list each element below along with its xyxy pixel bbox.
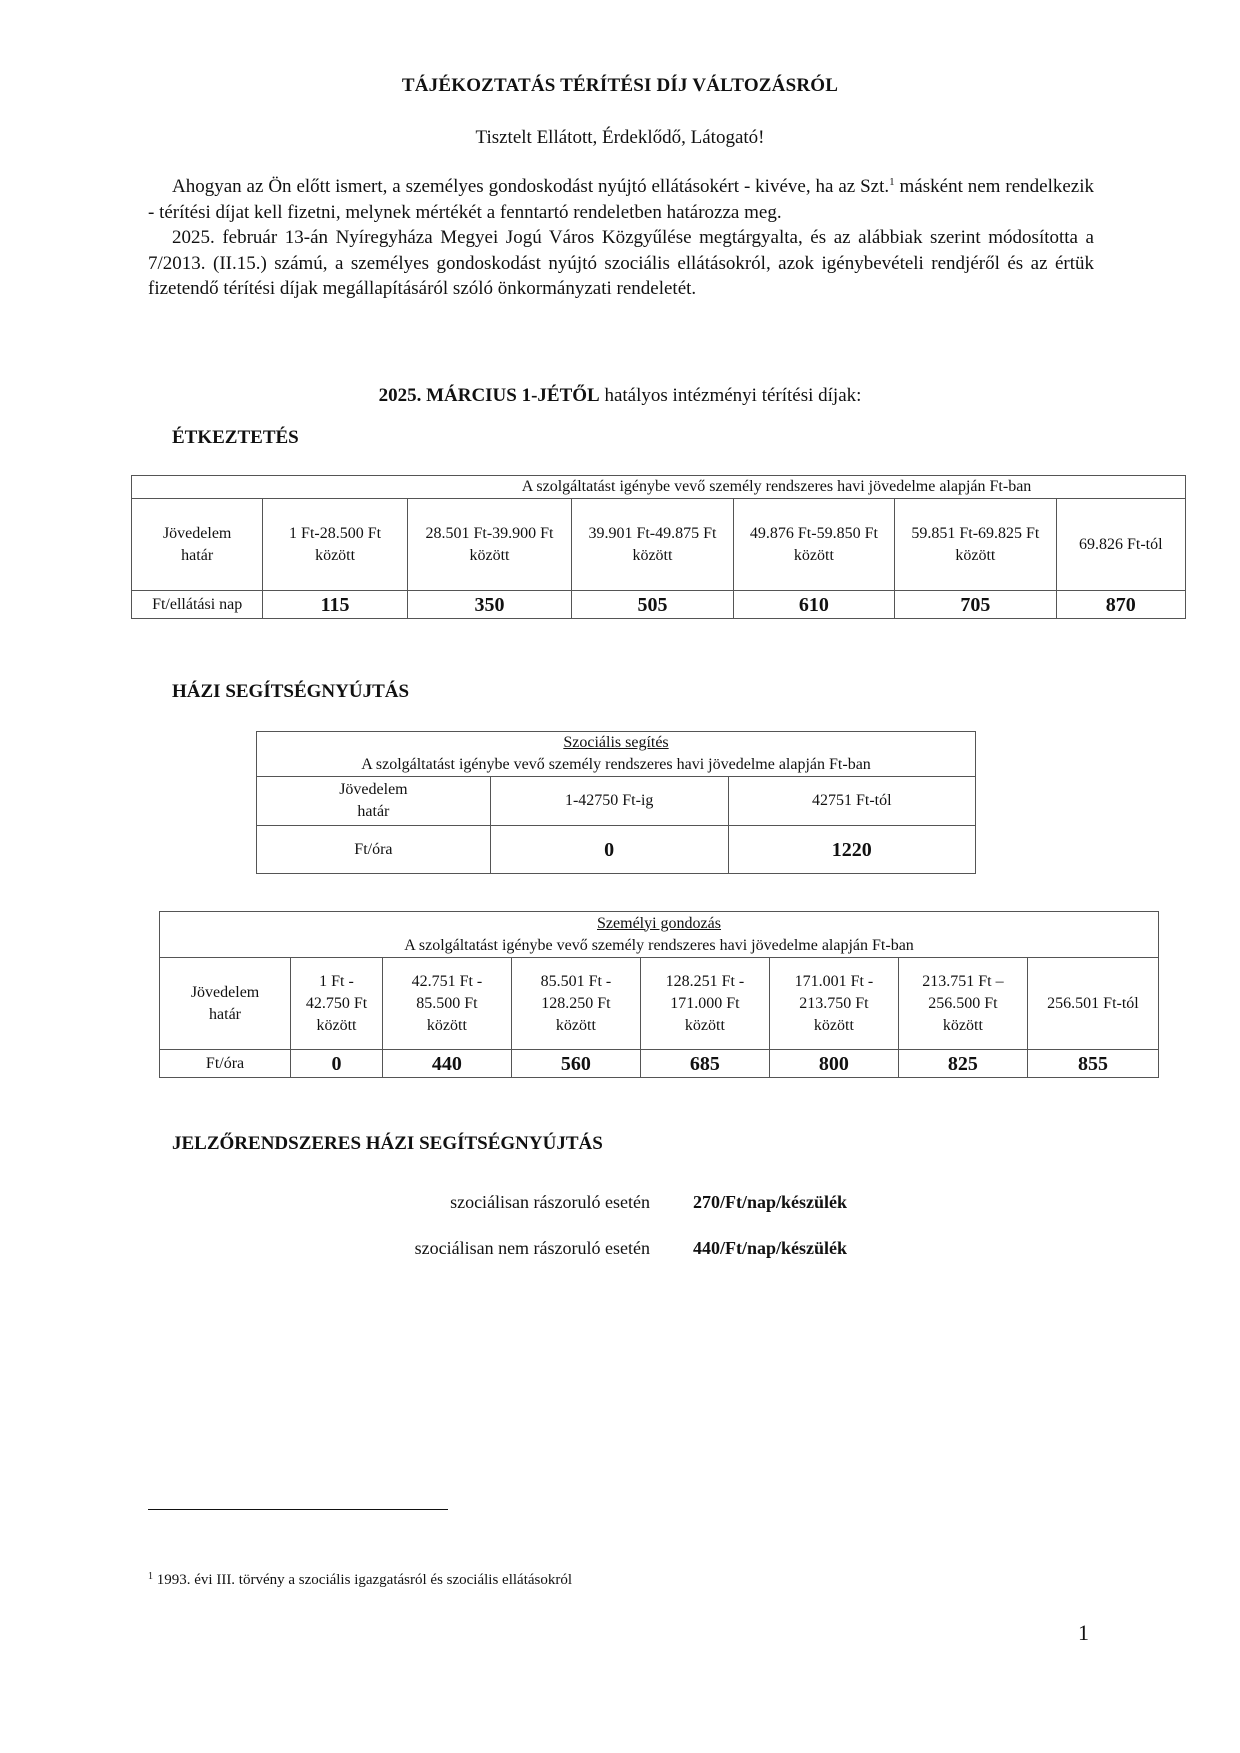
row-header-income-line2: határ [357, 803, 390, 820]
paragraph-1-text-a: Ahogyan az Ön előtt ismert, a személyes gondoskodást nyújtó ellátásokért - kivéve, ha az Szt. [172, 176, 890, 197]
szemelyi-caption: A szolgáltatást igénybe vevő személy rendszeres havi jövedelme alapján Ft-ban [404, 936, 914, 954]
szemelyi-caption-cell [160, 912, 1159, 958]
bracket-line1: 28.501 Ft-39.900 Ft [425, 524, 554, 542]
bracket-line2: között [315, 546, 356, 564]
fee-label: szociálisan rászoruló esetén [450, 1192, 650, 1212]
bracket-line2: 85.500 Ft [416, 994, 478, 1012]
bracket-line3: között [426, 1016, 467, 1034]
fee-value: 855 [1027, 1050, 1158, 1078]
income-bracket [511, 958, 640, 1050]
row-header-fee: Ft/óra [160, 1050, 291, 1078]
greeting: Tisztelt Ellátott, Érdeklődő, Látogató! [475, 127, 765, 148]
income-bracket [640, 958, 769, 1050]
bracket-line2: 171.000 Ft [670, 994, 740, 1012]
paragraph-2: 2025. február 13-án Nyíregyháza Megyei Jogú Város Közgyűlése megtárgyalta, és az alábbiak szerint módosította a 7/2013. (II.15.) számú, a személyes gondoskodást nyújtó szociális ellátásokról, azok igénybevételi rendjéről és az értük fizetendő térítési díjak megállapításáról szóló önkormányzati rendeletét. [148, 227, 1094, 299]
bracket-line1: 69.826 Ft-tól [1079, 535, 1163, 553]
bracket-line1: 42.751 Ft - [411, 972, 483, 990]
bracket-line1: 39.901 Ft-49.875 Ft [588, 524, 717, 542]
row-header-income [132, 499, 263, 591]
footnote [148, 1572, 572, 1589]
etkeztetes-caption: A szolgáltatást igénybe vevő személy rendszeres havi jövedelme alapján Ft-ban [132, 476, 1186, 499]
jelzorendszeres-fees [0, 1192, 1240, 1272]
section-heading-jelzorendszeres: JELZŐRENDSZERES HÁZI SEGÍTSÉGNYÚJTÁS [172, 1133, 603, 1154]
footnote-separator [148, 1509, 448, 1510]
szemelyi-subtitle: Személyi gondozás [597, 914, 721, 932]
fee-value: 505 [572, 591, 733, 619]
bracket-line3: között [316, 1016, 357, 1034]
szocialis-caption-cell [257, 732, 976, 777]
fee-value: 115 [263, 591, 407, 619]
row-header-income-line1: Jövedelem [339, 781, 408, 798]
bracket-line1: 128.251 Ft - [665, 972, 745, 990]
bracket-line2: 213.750 Ft [799, 994, 869, 1012]
income-bracket [263, 499, 407, 591]
income-bracket [291, 958, 383, 1050]
document-title: TÁJÉKOZTATÁS TÉRÍTÉSI DÍJ VÁLTOZÁSRÓL [401, 75, 839, 96]
section-heading-etkeztetes: ÉTKEZTETÉS [172, 427, 299, 448]
bracket-line3: között [942, 1016, 983, 1034]
fee-amount: 440/Ft/nap/készülék [693, 1238, 848, 1258]
income-bracket: 1-42750 Ft-ig [490, 777, 728, 826]
bracket-line2: között [632, 546, 673, 564]
fee-label: szociálisan nem rászoruló esetén [414, 1238, 650, 1258]
row-header-income-text: Jövedelem határ [162, 524, 232, 564]
income-bracket: 42751 Ft-tól [728, 777, 975, 826]
fee-value: 440 [382, 1050, 511, 1078]
bracket-line1: 49.876 Ft-59.850 Ft [749, 524, 878, 542]
fee-value: 705 [895, 591, 1056, 619]
paragraph-1-text-b: másként nem rendelkezik - térítési díjat kell fizetni, melynek mértékét a fenntartó rendeletben határozza meg. [148, 176, 1094, 223]
fee-value: 350 [407, 591, 571, 619]
fee-value: 1220 [728, 826, 975, 874]
effective-date: 2025. MÁRCIUS 1-JÉTŐL [378, 385, 600, 406]
income-bracket: 256.501 Ft-tól [1027, 958, 1158, 1050]
row-header-income [257, 777, 491, 826]
fee-value: 610 [733, 591, 894, 619]
bracket-line2: 42.750 Ft [305, 994, 368, 1012]
fee-value: 685 [640, 1050, 769, 1078]
bracket-line1: 171.001 Ft - [794, 972, 874, 990]
income-bracket [733, 499, 894, 591]
income-bracket [382, 958, 511, 1050]
section-heading-hazi: HÁZI SEGÍTSÉGNYÚJTÁS [172, 681, 410, 702]
footnote-text: 1993. évi III. törvény a szociális igazgatásról és szociális ellátásokról [153, 1572, 573, 1588]
intro-paragraphs [148, 174, 1094, 302]
page-number: 1 [1078, 1620, 1089, 1645]
income-bracket [572, 499, 733, 591]
footnote-marker: 1 [148, 1571, 153, 1582]
paragraph-1 [148, 174, 1094, 225]
income-bracket [898, 958, 1027, 1050]
fee-value: 825 [898, 1050, 1027, 1078]
szocialis-subtitle: Szociális segítés [563, 734, 669, 751]
fee-value: 560 [511, 1050, 640, 1078]
row-header-fee: Ft/óra [257, 826, 491, 874]
income-bracket [1056, 499, 1185, 591]
szocialis-caption: A szolgáltatást igénybe vevő személy rendszeres havi jövedelme alapján Ft-ban [361, 756, 871, 773]
row-header-income-line2: határ [209, 1005, 242, 1023]
effective-date-rest: hatályos intézményi térítési díjak: [599, 385, 862, 406]
bracket-line1: 85.501 Ft - [540, 972, 612, 990]
bracket-line2: 256.500 Ft [928, 994, 998, 1012]
row-header-income [160, 958, 291, 1050]
bracket-line3: között [684, 1016, 725, 1034]
footnote-ref[interactable]: 1 [889, 176, 895, 188]
fee-value: 870 [1056, 591, 1185, 619]
effective-date-line [0, 385, 1240, 407]
fee-value: 0 [291, 1050, 383, 1078]
szocialis-segites-table [256, 731, 976, 874]
income-bracket [769, 958, 898, 1050]
bracket-line1: 213.751 Ft – [922, 972, 1004, 990]
fee-value: 0 [490, 826, 728, 874]
income-bracket [407, 499, 571, 591]
bracket-line1: 1 Ft - [319, 972, 354, 990]
fee-amount: 270/Ft/nap/készülék [693, 1192, 848, 1212]
szemelyi-gondozas-table [159, 911, 1159, 1078]
bracket-line3: között [813, 1016, 854, 1034]
row-header-income-line1: Jövedelem [190, 983, 260, 1001]
row-header-fee: Ft/ellátási nap [132, 591, 263, 619]
bracket-line3: között [555, 1016, 596, 1034]
fee-value: 800 [769, 1050, 898, 1078]
income-bracket [895, 499, 1056, 591]
bracket-line2: között [955, 546, 996, 564]
bracket-line2: között [469, 546, 510, 564]
bracket-line1: 1 Ft-28.500 Ft [289, 524, 382, 542]
bracket-line2: 128.250 Ft [541, 994, 611, 1012]
bracket-line1: 59.851 Ft-69.825 Ft [911, 524, 1040, 542]
etkeztetes-fee-table [131, 475, 1186, 619]
bracket-line2: között [793, 546, 834, 564]
